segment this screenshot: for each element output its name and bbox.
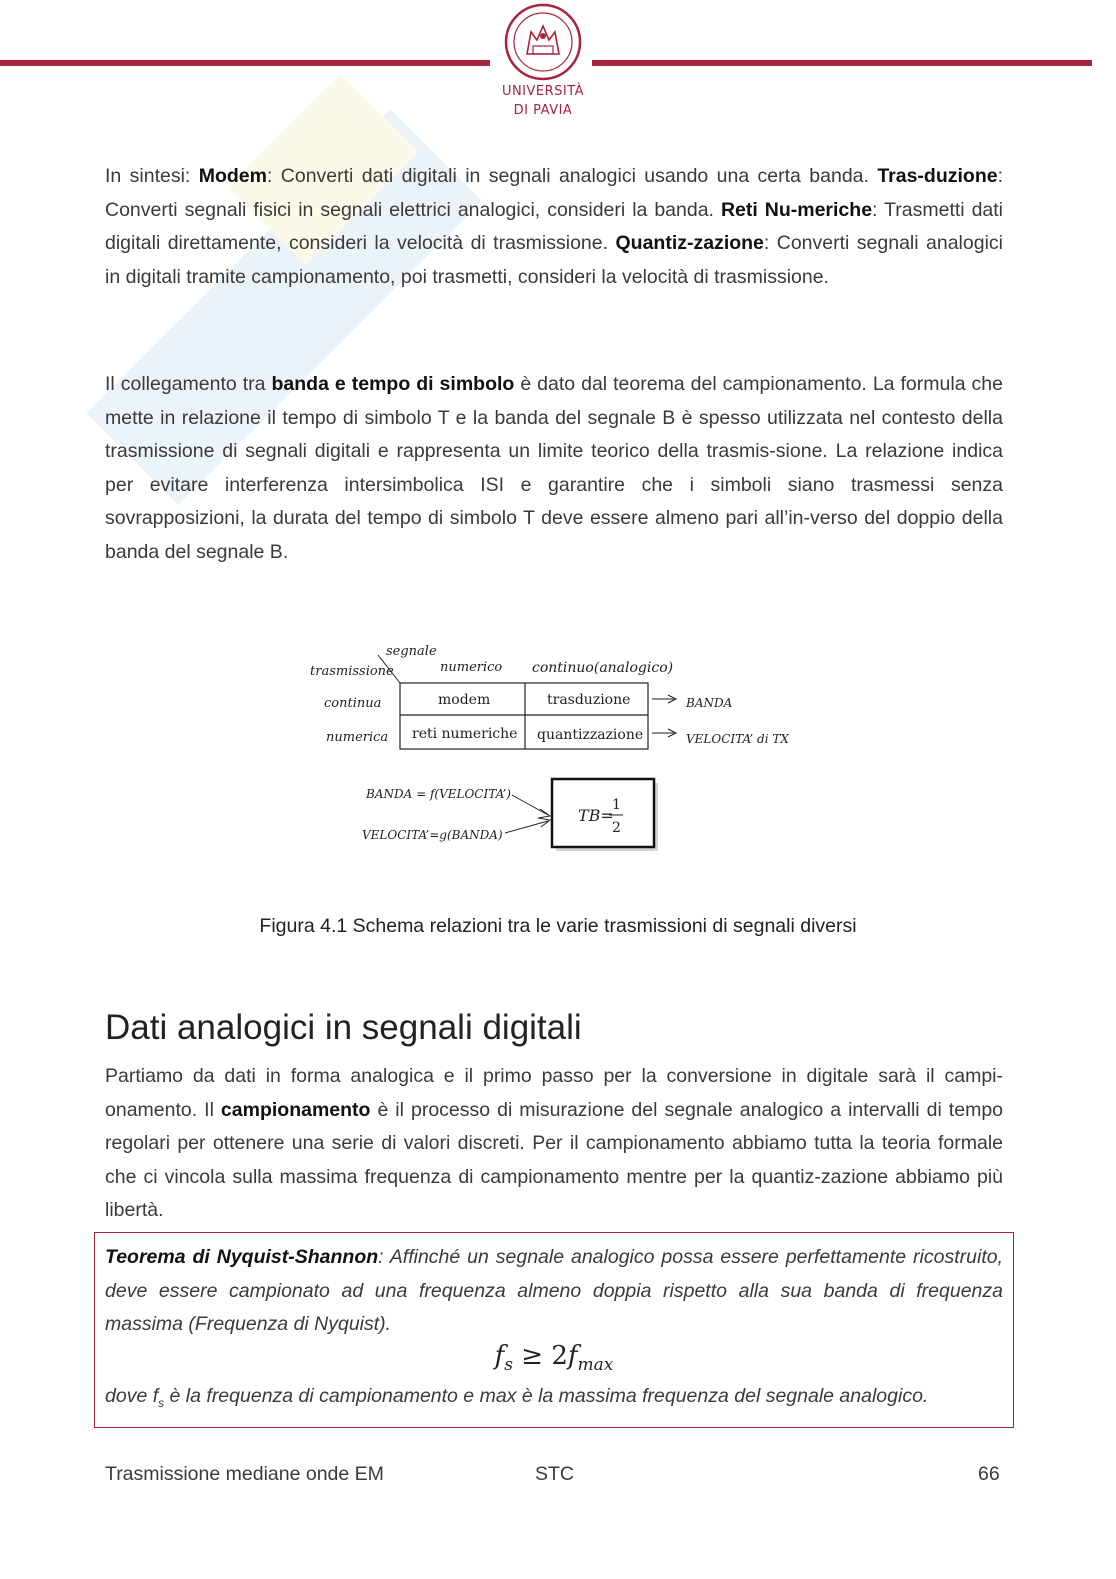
theorem-box: [94, 1232, 1014, 1428]
p1-text-3: : Trasmetti dati digitali direttamente, consideri la velocità di trasmissione.: [105, 198, 1004, 255]
seal-icon: [503, 2, 583, 82]
column-header-2: continuo(analogico): [532, 660, 674, 676]
corner-top-label: segnale: [386, 644, 437, 659]
header-rule-right: [592, 60, 1092, 66]
formula-box-lhs: TB=: [578, 806, 614, 825]
row-header-2: numerica: [326, 730, 389, 745]
section-heading: Dati analogici in segnali digitali: [105, 1008, 582, 1047]
header-rule-left: [0, 60, 490, 66]
formula-f2: f: [567, 1341, 578, 1371]
arrow-banda-label: BANDA: [686, 696, 733, 710]
note-sub-s: s: [158, 1395, 165, 1410]
sec-text-0: Partiamo da dati in forma analogica e il primo passo per la conversione in digitale sarà il campi-onamento. Il: [105, 1065, 1003, 1121]
formula-f: f: [494, 1341, 505, 1371]
university-logo: [496, 2, 590, 120]
cell-reti-numeriche: reti numeriche: [412, 726, 518, 742]
relation-1-label: BANDA = f(VELOCITA’): [366, 787, 511, 801]
relation-2-label: VELOCITA’=g(BANDA): [362, 828, 503, 842]
summary-paragraph: [105, 160, 1003, 294]
row-header-1: continua: [324, 696, 382, 711]
band-symbol-paragraph: [105, 368, 1003, 570]
theorem-body: : Affinché un segnale analogico possa essere perfettamente ricostruito, deve essere campionato ad una frequenza almeno doppia rispetto alla sua banda di frequenza massima (Frequenza di Nyquist).: [105, 1246, 1003, 1336]
arrow-velocita-label: VELOCITA’ di TX: [686, 732, 789, 746]
p2-text-0: Il collegamento tra: [105, 373, 272, 395]
theorem-title: Teorema di Nyquist-Shannon: [105, 1246, 379, 1268]
formula-sub-max: max: [577, 1355, 614, 1376]
p1-bold-trasduzione: Tras-duzione: [877, 165, 998, 187]
cell-trasduzione: trasduzione: [547, 692, 631, 708]
theorem-note: [105, 1385, 928, 1410]
p1-text-4: : Converti segnali analogici in digitali tramite campionamento, poi trasmetti, consideri la velocità di trasmissione.: [105, 232, 1003, 288]
note-pre: dove f: [105, 1385, 159, 1407]
sec-text-1: è il processo di misurazione del segnale analogico a intervalli di tempo regolari per ottenere una serie di valori discreti. Per il campionamento abbiamo tutta la teoria formale che ci vincola sulla massima frequenza di campionamento mentre per la quantiz-zazione abbiamo più libertà.: [105, 1098, 1004, 1222]
arrow-velocita: [652, 729, 676, 737]
p1-bold-reti: Reti Nu-meriche: [720, 198, 873, 221]
formula-box-denominator: 2: [612, 820, 621, 836]
p2-text-1: è dato dal teorema del campionamento. La formula che mette in relazione il tempo di simbolo T e la banda del segnale B è spesso utilizzata nel contesto della trasmissione di segnali digitali e rappresenta un limite teorico della trasmis-sione. La relazione indica per evitare interferenza intersimbolica ISI e garantire che i simboli siano trasmessi senza sovrapposizioni, la durata del tempo di simbolo T deve essere almeno pari all’in-verso del doppio della banda del segnale B.: [105, 373, 1003, 563]
sampling-paragraph: [105, 1060, 1003, 1228]
column-header-1: numerico: [440, 660, 503, 675]
arrow-relation-1: [512, 795, 550, 818]
p1-bold-modem: Modem: [198, 165, 267, 187]
arrow-banda: [652, 695, 676, 703]
p2-bold-banda: banda e tempo di simbolo: [271, 373, 515, 395]
formula-relation: ≥ 2: [513, 1341, 568, 1371]
formula-sub-s: s: [504, 1355, 514, 1376]
note-post: è la frequenza di campionamento e max è la massima frequenza del segnale analogico.: [164, 1385, 929, 1407]
figure-diagram: [300, 625, 820, 875]
page-number: 66: [978, 1463, 1000, 1485]
figure-caption: Figura 4.1 Schema relazioni tra le varie trasmissioni di segnali diversi: [259, 915, 857, 937]
nyquist-formula: [95, 1341, 1013, 1375]
p1-text-2: : Converti segnali fisici in segnali elettrici analogici, consideri la banda.: [105, 165, 1004, 221]
footer-course: STC: [535, 1463, 574, 1485]
p1-text-0: In sintesi:: [105, 165, 199, 187]
sec-bold-campionamento: campionamento: [220, 1098, 371, 1121]
logo-line-2: DI PAVIA: [513, 103, 573, 118]
p1-bold-quantizzazione: Quantiz-zazione: [615, 232, 764, 255]
logo-line-1: UNIVERSITÀ: [501, 84, 585, 99]
cell-modem: modem: [438, 692, 491, 708]
theorem-text: [105, 1241, 1003, 1342]
corner-left-label: trasmissione: [310, 664, 394, 679]
footer-title: Trasmissione mediane onde EM: [105, 1463, 384, 1485]
arrow-relation-2: [505, 818, 550, 833]
formula-box-numerator: 1: [612, 797, 621, 813]
cell-quantizzazione: quantizzazione: [537, 727, 644, 743]
p1-text-1: : Converti dati digitali in segnali analogici usando una certa banda.: [266, 165, 878, 187]
